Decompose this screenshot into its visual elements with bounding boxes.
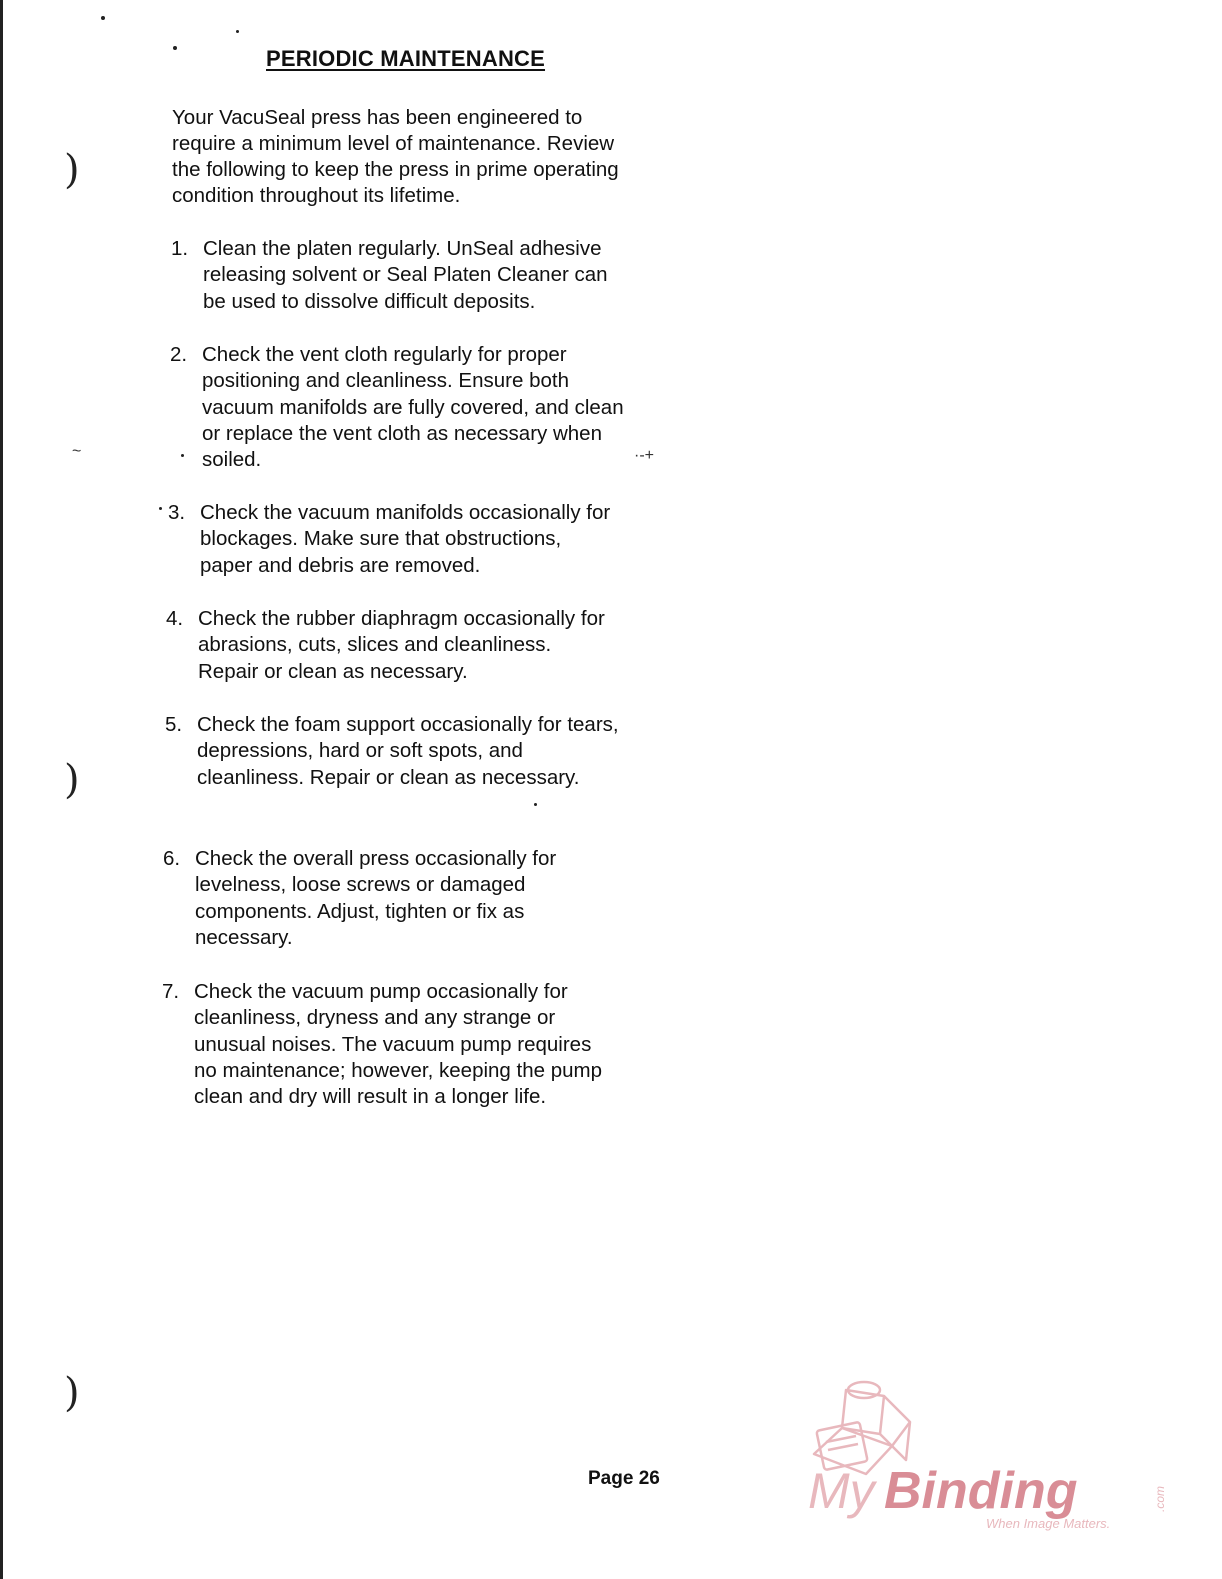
item-number: 7.	[162, 980, 180, 1003]
maintenance-item-6	[163, 846, 683, 951]
item-line: Check the vacuum pump occasionally for	[194, 980, 568, 1003]
item-line: abrasions, cuts, slices and cleanliness.	[198, 633, 552, 657]
maintenance-item-4	[166, 606, 686, 685]
intro-line: the following to keep the press in prime operating	[172, 158, 619, 181]
scan-speck	[173, 46, 177, 50]
item-line: necessary.	[195, 925, 293, 949]
scan-speck	[236, 30, 239, 33]
item-line: blockages. Make sure that obstructions,	[200, 527, 562, 551]
intro-line: require a minimum level of maintenance. Review	[172, 132, 615, 155]
item-line: paper and debris are removed.	[200, 553, 481, 577]
logo-stroke	[828, 1444, 858, 1450]
item-line: vacuum manifolds are fully covered, and clean	[202, 395, 624, 419]
maintenance-item-5	[165, 712, 685, 791]
item-line: unusual noises. The vacuum pump requires	[194, 1032, 592, 1056]
item-line: cleanliness. Repair or clean as necessary.	[197, 765, 580, 789]
item-number: 2.	[170, 343, 188, 366]
item-line: Check the vent cloth regularly for proper	[202, 343, 567, 366]
watermark-tagline: When Image Matters.	[986, 1516, 1111, 1531]
intro-paragraph	[172, 105, 662, 209]
watermark-my: My	[808, 1463, 875, 1519]
maintenance-item-1	[171, 236, 691, 315]
item-line: Check the foam support occasionally for tears,	[197, 713, 619, 736]
item-line: soiled.	[202, 448, 262, 472]
scan-dash-mark: ~	[72, 443, 82, 460]
item-line: releasing solvent or Seal Platen Cleaner can	[203, 263, 608, 287]
binder-hole-mark: )	[64, 757, 80, 803]
page-number: Page 26	[588, 1468, 660, 1489]
maintenance-item-7	[162, 979, 682, 1110]
item-line: depressions, hard or soft spots, and	[197, 739, 523, 763]
page-title: PERIODIC MAINTENANCE	[266, 46, 546, 71]
watermark-binding: Binding	[884, 1462, 1078, 1520]
item-line: Check the overall press occasionally for	[195, 847, 557, 870]
scan-speck	[159, 507, 162, 510]
item-line: components. Adjust, tighten or fix as	[195, 899, 525, 923]
binder-hole-mark: )	[64, 1370, 80, 1416]
item-line: no maintenance; however, keeping the pump	[194, 1058, 602, 1082]
maintenance-item-2	[170, 342, 690, 473]
item-number: 3.	[168, 501, 186, 524]
logo-stroke	[842, 1390, 884, 1434]
scan-speck	[101, 16, 105, 20]
item-number: 5.	[165, 713, 183, 736]
item-line: clean and dry will result in a longer life.	[194, 1085, 547, 1109]
item-line: levelness, loose screws or damaged	[195, 873, 526, 897]
item-line: or replace the vent cloth as necessary when	[202, 421, 602, 445]
scan-edge-line	[0, 0, 3, 1579]
intro-line: Your VacuSeal press has been engineered to	[172, 106, 583, 129]
item-number: 4.	[166, 607, 184, 630]
scan-speck	[534, 803, 537, 806]
item-line: positioning and cleanliness. Ensure both	[202, 369, 569, 393]
item-line: be used to dissolve difficult deposits.	[203, 289, 536, 313]
item-line: Clean the platen regularly. UnSeal adhesive	[203, 237, 602, 260]
item-line: Repair or clean as necessary.	[198, 659, 468, 683]
item-number: 6.	[163, 847, 181, 870]
binding-machine-icon	[814, 1382, 910, 1474]
maintenance-item-3	[168, 500, 688, 579]
item-line: Check the vacuum manifolds occasionally for	[200, 501, 611, 524]
item-line: cleanliness, dryness and any strange or	[194, 1006, 556, 1030]
scan-dash-mark: ·-+	[634, 447, 654, 464]
binder-hole-mark: )	[64, 147, 80, 193]
item-number: 1.	[171, 237, 189, 260]
mybinding-watermark-logo	[806, 1376, 1176, 1536]
watermark-com: .com	[1153, 1485, 1167, 1512]
intro-line: condition throughout its lifetime.	[172, 184, 461, 207]
item-line: Check the rubber diaphragm occasionally for	[198, 607, 605, 630]
